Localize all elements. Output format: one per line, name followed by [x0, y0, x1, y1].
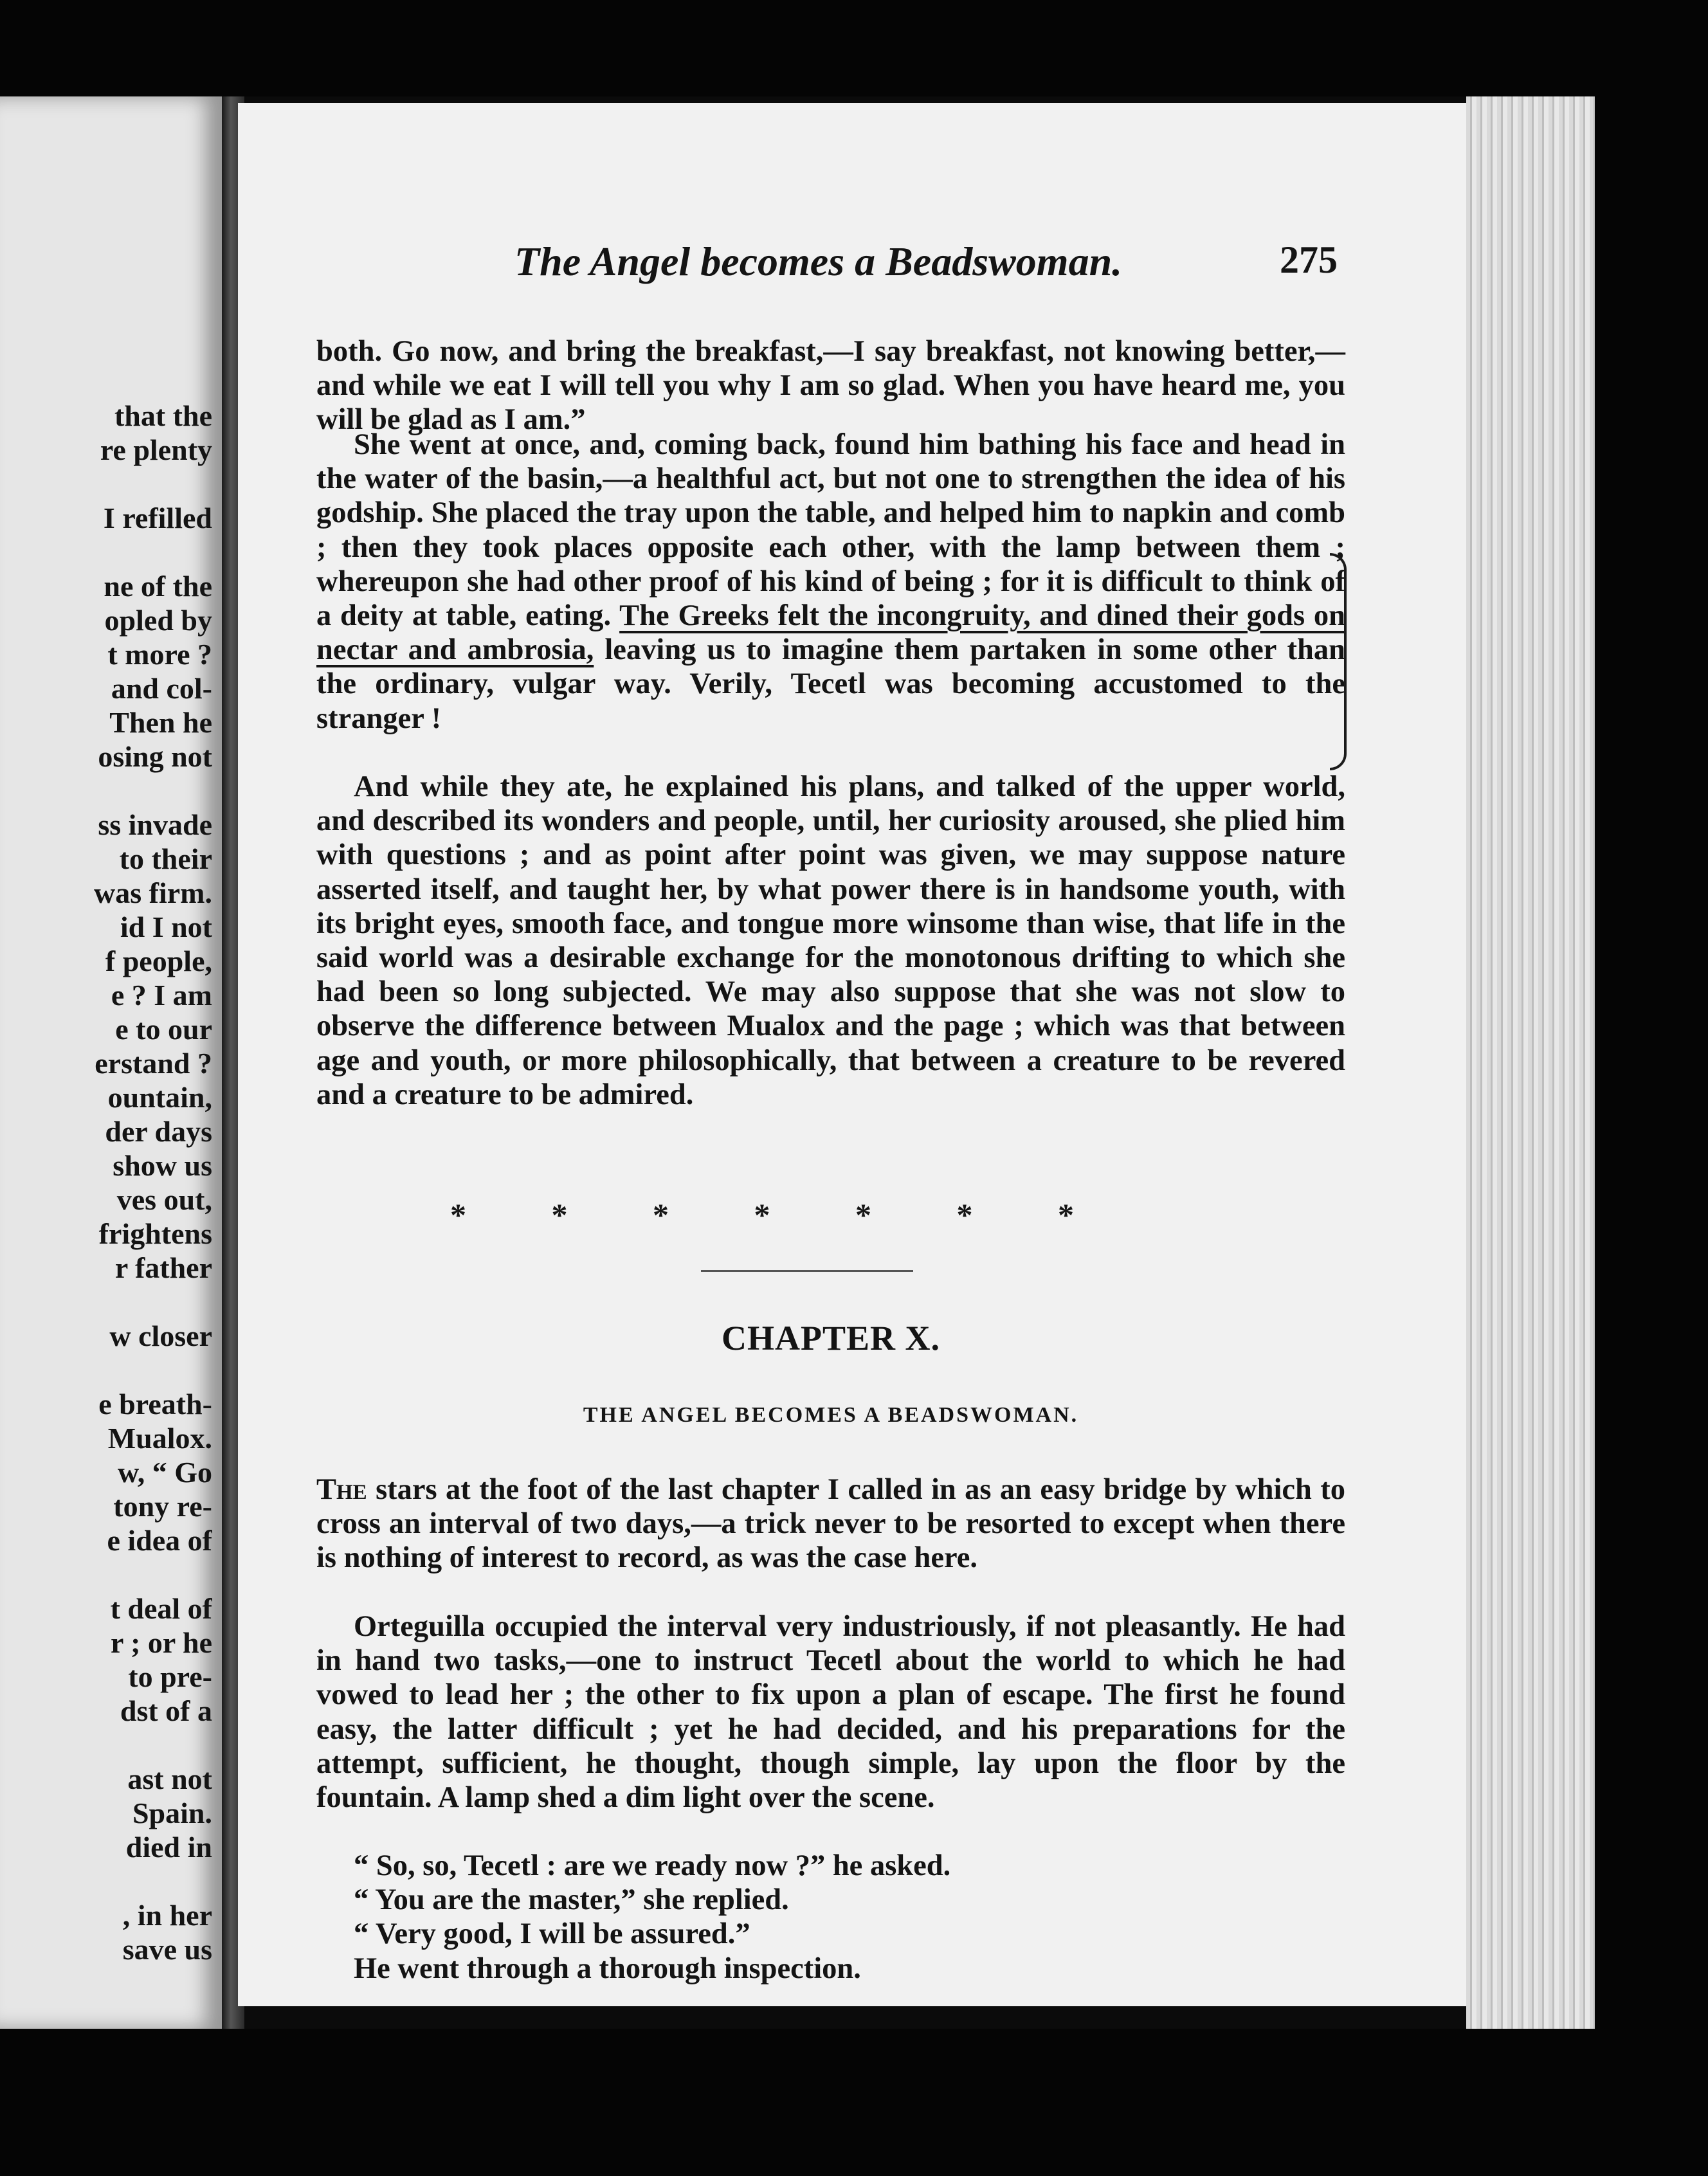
chapter-paragraph-2	[316, 1609, 1345, 1815]
scan-border-top	[0, 0, 1708, 96]
left-fragment: , in her	[122, 1899, 212, 1932]
left-fragment: frightens	[98, 1217, 212, 1250]
left-fragment: Spain.	[132, 1797, 212, 1829]
left-fragment: to pre-	[128, 1660, 212, 1693]
left-fragment: w, “ Go	[118, 1456, 212, 1489]
left-fragment: Mualox.	[107, 1422, 212, 1455]
opening-word: The	[316, 1473, 367, 1506]
paragraph-text: stars at the foot of the last chapter I called in as an easy bridge by which to cross an interval of two days,—a trick never to be resorted to except when there is nothing of interest to record, as was the case here.	[316, 1473, 1345, 1575]
chapter-paragraph-1	[316, 1473, 1345, 1575]
left-fragment	[0, 1557, 212, 1591]
left-fragment: ss invade	[98, 808, 212, 841]
dialogue-line: “ Very good, I will be assured.”	[354, 1918, 750, 1951]
left-fragment	[0, 774, 212, 808]
left-page-text-column	[0, 399, 212, 1966]
paragraph-text: Orteguilla occupied the interval very industriously, if not pleasantly. He had in hand two tasks,—one to instruct Tecetl about the world to which he had vowed to lead her ; the other to fix upon a plan of escape. The first he found easy, the latter difficult ; yet he had decided, and his preparations for the attempt, sufficient, he thought, though simple, lay upon the floor by the fountain. A lamp shed a dim light over the scene.	[316, 1610, 1345, 1815]
left-fragment: Then he	[109, 706, 212, 739]
paragraph-continuation	[316, 334, 1345, 437]
dialogue-line: “ So, so, Tecetl : are we ready now ?” he asked.	[354, 1849, 951, 1882]
left-fragment: r ; or he	[111, 1626, 212, 1659]
left-fragment	[0, 1285, 212, 1319]
chapter-heading: CHAPTER X.	[721, 1319, 940, 1357]
left-fragment	[0, 1728, 212, 1762]
left-fragment	[0, 535, 212, 569]
left-fragment: dst of a	[120, 1694, 212, 1727]
left-fragment: and col-	[111, 672, 212, 705]
running-title: The Angel becomes a Beadswoman.	[514, 239, 1123, 284]
left-fragment: to their	[119, 842, 212, 875]
page-header	[514, 238, 1350, 286]
page-edges	[1466, 96, 1595, 2032]
paragraph-breakfast	[316, 428, 1345, 736]
left-fragment: save us	[122, 1933, 212, 1966]
left-fragment: was firm.	[94, 876, 212, 909]
left-fragment: tony re-	[113, 1490, 212, 1523]
left-fragment: ne of the	[104, 570, 212, 603]
left-fragment: osing not	[98, 740, 212, 773]
scan-border-right	[1595, 0, 1708, 2176]
left-fragment	[0, 1353, 212, 1387]
left-fragment: show us	[113, 1149, 212, 1182]
paragraph-plans	[316, 770, 1345, 1112]
paragraph-text: And while they ate, he explained his plans, and talked of the upper world, and described its wonders and people, until, her curiosity aroused, she plied him with questions ; and as point after point was given, we may suppose nature asserted itself, and taught her, by what power there is in handsome youth, with its bright eyes, smooth face, and tongue more winsome than wise, that life in the said world was a desirable exchange for the monotonous drifting to which she had been so long subjected. We may also suppose that she was not slow to observe the difference between Mualox and the page ; which was that between age and youth, or more philosophically, that between a creature to be revered and a creature to be admired.	[316, 770, 1345, 1111]
left-fragment: ountain,	[107, 1081, 212, 1114]
left-fragment: t deal of	[110, 1592, 212, 1625]
narration-line: He went through a thorough inspection.	[354, 1952, 861, 1985]
scan-border-bottom	[0, 2029, 1708, 2176]
left-fragment: t more ?	[107, 638, 212, 671]
dialogue-block	[316, 1849, 1345, 1986]
left-page	[0, 96, 222, 2029]
left-fragment: w closer	[109, 1319, 212, 1352]
margin-bracket-mark	[1330, 553, 1347, 770]
left-fragment	[0, 467, 212, 501]
paragraph-text: both. Go now, and bring the breakfast,—I say breakfast, not knowing better,—and while we eat I will tell you why I am so glad. When you have heard me, you will be glad as I am.”	[316, 335, 1345, 437]
left-fragment: I refilled	[103, 502, 212, 534]
left-fragment: r father	[114, 1251, 212, 1284]
underlined-passage: The Greeks felt the incongruity, and dined their gods on nectar and ambrosia,	[316, 599, 1346, 667]
left-fragment: ves out,	[116, 1183, 212, 1216]
left-fragment: that the	[114, 399, 212, 432]
paragraph-text: She went at once, and, coming back, found him bathing his face and head in the water of the basin,—a healthful act, but not one to strengthen the idea of his godship. She placed the tray upon the table, and helped him to napkin and comb ; then they took places opposite each other, with the lamp between them ; whereupon she had other proof of his kind of being ; for it is difficult to think of a deity at table, eating.	[316, 428, 1345, 633]
dialogue-line: “ You are the master,” she replied.	[354, 1883, 789, 1917]
left-fragment: der days	[105, 1115, 212, 1148]
left-fragment: e idea of	[107, 1524, 212, 1557]
chapter-title: THE ANGEL BECOMES A BEADSWOMAN.	[583, 1403, 1079, 1427]
section-break-stars: * * * * * * *	[450, 1197, 1074, 1233]
left-fragment: opled by	[104, 604, 212, 637]
left-fragment: ast not	[127, 1763, 212, 1795]
left-fragment: e to our	[115, 1013, 212, 1046]
page-number: 275	[1280, 239, 1338, 281]
left-fragment: died in	[125, 1831, 212, 1863]
left-fragment: erstand ?	[95, 1047, 212, 1080]
left-fragment: e breath-	[98, 1388, 212, 1420]
paragraph-text: leaving us to imagine them partaken in some other than the ordinary, vulgar way. Verily, Tecetl was becoming accustomed to the stranger !	[316, 633, 1345, 735]
left-fragment: e ? I am	[111, 979, 212, 1011]
left-fragment: f people,	[105, 945, 212, 977]
left-fragment: id I not	[120, 911, 212, 943]
left-fragment	[0, 1864, 212, 1898]
left-fragment: re plenty	[100, 433, 212, 466]
section-rule	[701, 1270, 913, 1272]
